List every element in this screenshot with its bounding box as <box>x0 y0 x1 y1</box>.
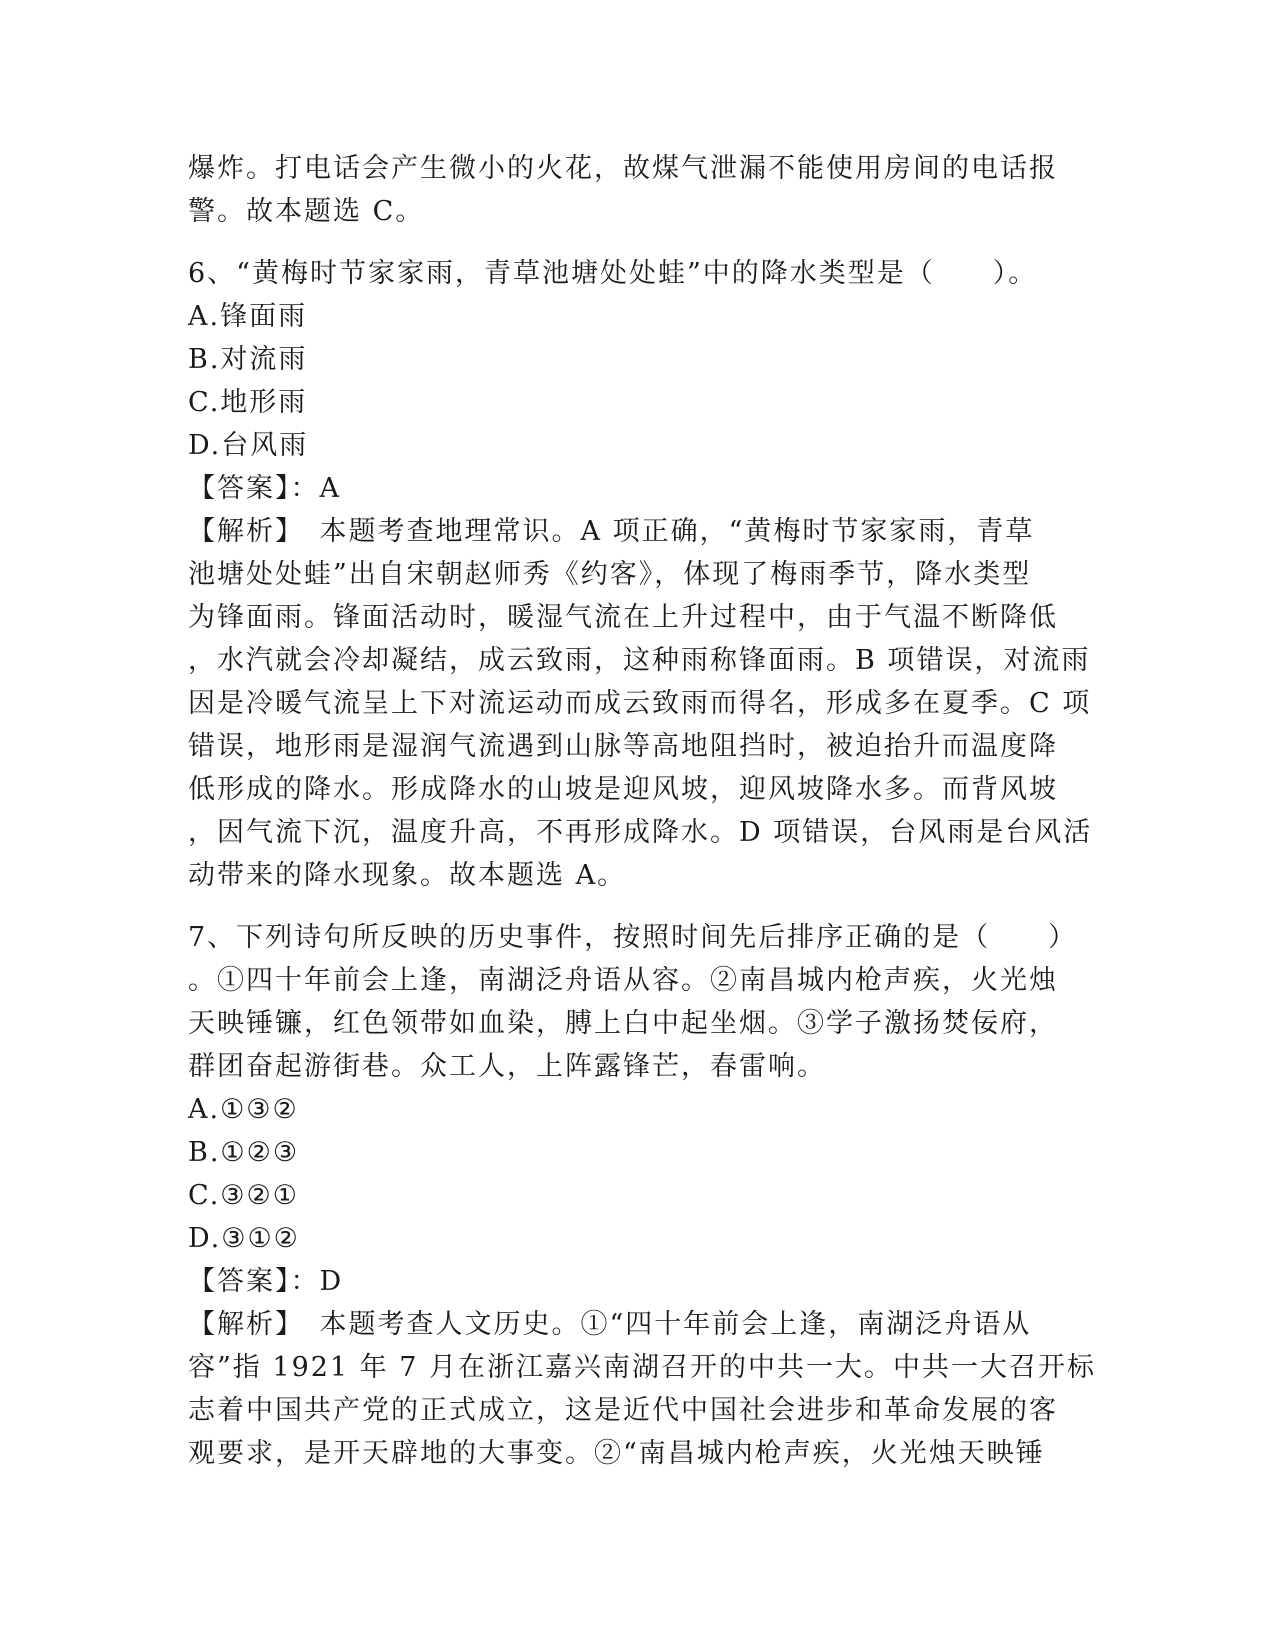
question-7-title-line: 7、下列诗句所反映的历史事件，按照时间先后排序正确的是（ ） <box>188 922 1078 953</box>
question-7-analysis-line: 志着中国共产党的正式成立，这是近代中国社会进步和革命发展的客 <box>188 1395 1058 1426</box>
question-7-option-c: C.③②① <box>188 1180 299 1211</box>
question-6-option-d: D.台风雨 <box>188 430 309 461</box>
question-6-analysis-line: 低形成的降水。形成降水的山坡是迎风坡，迎风坡降水多。而背风坡 <box>188 774 1058 805</box>
question-6-analysis-line: 【解析】 本题考查地理常识。A 项正确，“黄梅时节家家雨，青草 <box>188 516 1035 547</box>
question-7-analysis-line: 容”指 1921 年 7 月在浙江嘉兴南湖召开的中共一大。中共一大召开标 <box>188 1352 1097 1383</box>
text-line: 警。故本题选 C。 <box>188 196 425 227</box>
question-6-analysis-line: 错误，地形雨是湿润气流遇到山脉等高地阻挡时，被迫抬升而温度降 <box>188 731 1058 762</box>
question-7-option-a: A.①③② <box>188 1094 299 1125</box>
question-6-answer: 【答案】：A <box>188 473 341 504</box>
question-7 <box>188 916 1097 1475</box>
question-6-analysis-line: ，水汽就会冷却凝结，成云致雨，这种雨称锋面雨。B 项错误，对流雨 <box>188 645 1091 676</box>
page-content <box>188 147 1097 1475</box>
question-6 <box>188 252 1093 897</box>
question-7-title-line: 群团奋起游街巷。众工人，上阵露锋芒，春雷响。 <box>188 1051 826 1082</box>
question-6-title: 6、“黄梅时节家家雨，青草池塘处处蛙”中的降水类型是（ ）。 <box>188 258 1038 289</box>
question-6-option-c: C.地形雨 <box>188 387 308 418</box>
question-6-analysis-line: 因是冷暖气流呈上下对流运动而成云致雨而得名，形成多在夏季。C 项 <box>188 688 1092 719</box>
question-7-title-line: 天映锤镰，红色领带如血染，膊上白中起坐烟。③学子激扬焚佞府， <box>188 1008 1058 1039</box>
question-7-option-b: B.①②③ <box>188 1137 300 1168</box>
question-7-analysis-line: 【解析】 本题考查人文历史。①“四十年前会上逢，南湖泛舟语从 <box>188 1309 1032 1340</box>
previous-explanation <box>188 147 1088 233</box>
question-7-option-d: D.③①② <box>188 1223 300 1254</box>
text-line: 爆炸。打电话会产生微小的火花，故煤气泄漏不能使用房间的电话报 <box>188 153 1058 184</box>
question-7-analysis-line: 观要求，是开天辟地的大事变。②“南昌城内枪声疾，火光烛天映锤 <box>188 1438 1045 1469</box>
question-6-analysis-line: 动带来的降水现象。故本题选 A。 <box>188 860 627 891</box>
paragraph-gap <box>188 233 1088 252</box>
question-6-option-a: A.锋面雨 <box>188 301 308 332</box>
question-6-analysis-line: 池塘处处蛙”出自宋朝赵师秀《约客》，体现了梅雨季节，降水类型 <box>188 559 1032 590</box>
question-7-title-line: 。①四十年前会上逢，南湖泛舟语从容。②南昌城内枪声疾，火光烛 <box>188 965 1058 996</box>
question-6-analysis-line: 为锋面雨。锋面活动时，暖湿气流在上升过程中，由于气温不断降低 <box>188 602 1058 633</box>
question-7-answer: 【答案】：D <box>188 1266 344 1297</box>
question-6-option-b: B.对流雨 <box>188 344 308 375</box>
paragraph-gap <box>188 897 1088 916</box>
question-6-analysis-line: ，因气流下沉，温度升高，不再形成降水。D 项错误，台风雨是台风活 <box>188 817 1093 848</box>
